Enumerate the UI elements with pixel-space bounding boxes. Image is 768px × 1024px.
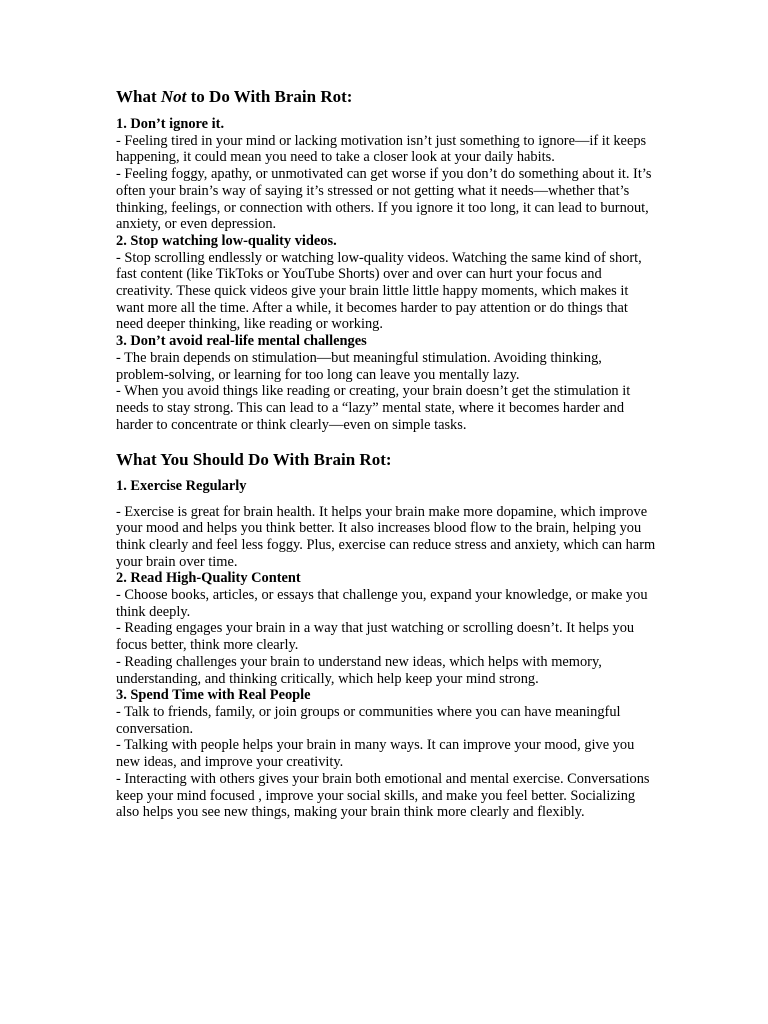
item-paragraph: - Exercise is great for brain health. It helps your brain make more dopamine, which improve your mood and helps you think better. It also increases blood flow to the brain, helping you think clearly and feel less foggy. Plus, exercise can reduce stress and anxiety, which can harm your brain over time. [116, 503, 656, 570]
item-paragraph: - When you avoid things like reading or creating, your brain doesn’t get the stimulation it needs to stay strong. This can lead to a “lazy” mental state, where it becomes harder and harder to concentrate or think clearly—even on simple tasks. [116, 383, 631, 433]
item-paragraph: - Talk to friends, family, or join groups or communities where you can have meaningful conversation. [116, 704, 621, 737]
item-title-read: 2. Read High-Quality Content [116, 570, 301, 587]
item-title-dont-ignore: 1. Don’t ignore it. [116, 116, 225, 132]
item-paragraph: - Interacting with others gives your brain both emotional and mental exercise. Conversations keep your mind focused , improve your social skills, and make you feel better. Socializing also helps you see new things, making your brain think more clearly and flexibly. [116, 770, 650, 821]
heading-text-emphasis: Not [160, 87, 187, 106]
item-paragraph: - The brain depends on stimulation—but meaningful stimulation. Avoiding thinking, problem-solving, or learning for too long can leave you mentally lazy. [116, 349, 602, 383]
item-title-exercise: 1. Exercise Regularly [116, 478, 247, 495]
item-paragraph: - Feeling tired in your mind or lacking motivation isn’t just something to ignore—if it keeps happening, it could mean you need to take a closer look at your daily habits. [116, 132, 647, 166]
item-paragraph: - Talking with people helps your brain in many ways. It can improve your mood, give you new ideas, and improve your creativity. [116, 737, 635, 771]
item-paragraph: - Stop scrolling endlessly or watching low-quality videos. Watching the same kind of short, fast content (like TikToks or YouTube Shorts) over and over can hurt your focus and creativity. These quick videos give your brain little little happy moments, which makes it want more all the time. After a while, it becomes harder to pay attention or do things that need deeper thinking, like reading or working. [116, 249, 642, 333]
heading-text-start: What [116, 87, 161, 106]
document-page [116, 86, 656, 821]
section-heading-what-you-should-do: What You Should Do With Brain Rot: [116, 450, 392, 470]
item-title-stop-watching: 2. Stop watching low-quality videos. [116, 232, 337, 249]
item-title-dont-avoid-challenges: 3. Don’t avoid real-life mental challenges [116, 333, 367, 350]
item-paragraph: - Reading challenges your brain to understand new ideas, which helps with memory, understanding, and thinking critically, which help keep your mind strong. [116, 653, 602, 687]
heading-text-end: to Do With Brain Rot: [186, 87, 353, 106]
section-heading-what-not-to-do [116, 86, 656, 108]
item-paragraph: - Choose books, articles, or essays that challenge you, expand your knowledge, or make you think deeply. [116, 587, 648, 620]
item-paragraph: - Reading engages your brain in a way that just watching or scrolling doesn’t. It helps you focus better, think more clearly. [116, 620, 635, 654]
item-title-spend-time: 3. Spend Time with Real People [116, 687, 311, 704]
item-paragraph: - Feeling foggy, apathy, or unmotivated can get worse if you don’t do something about it. It’s often your brain’s way of saying it’s stressed or not getting what it needs—whether that’s thinking, feelings, or connection with others. If you ignore it too long, it can lead to burnout, anxiety, or even depression. [116, 166, 652, 233]
